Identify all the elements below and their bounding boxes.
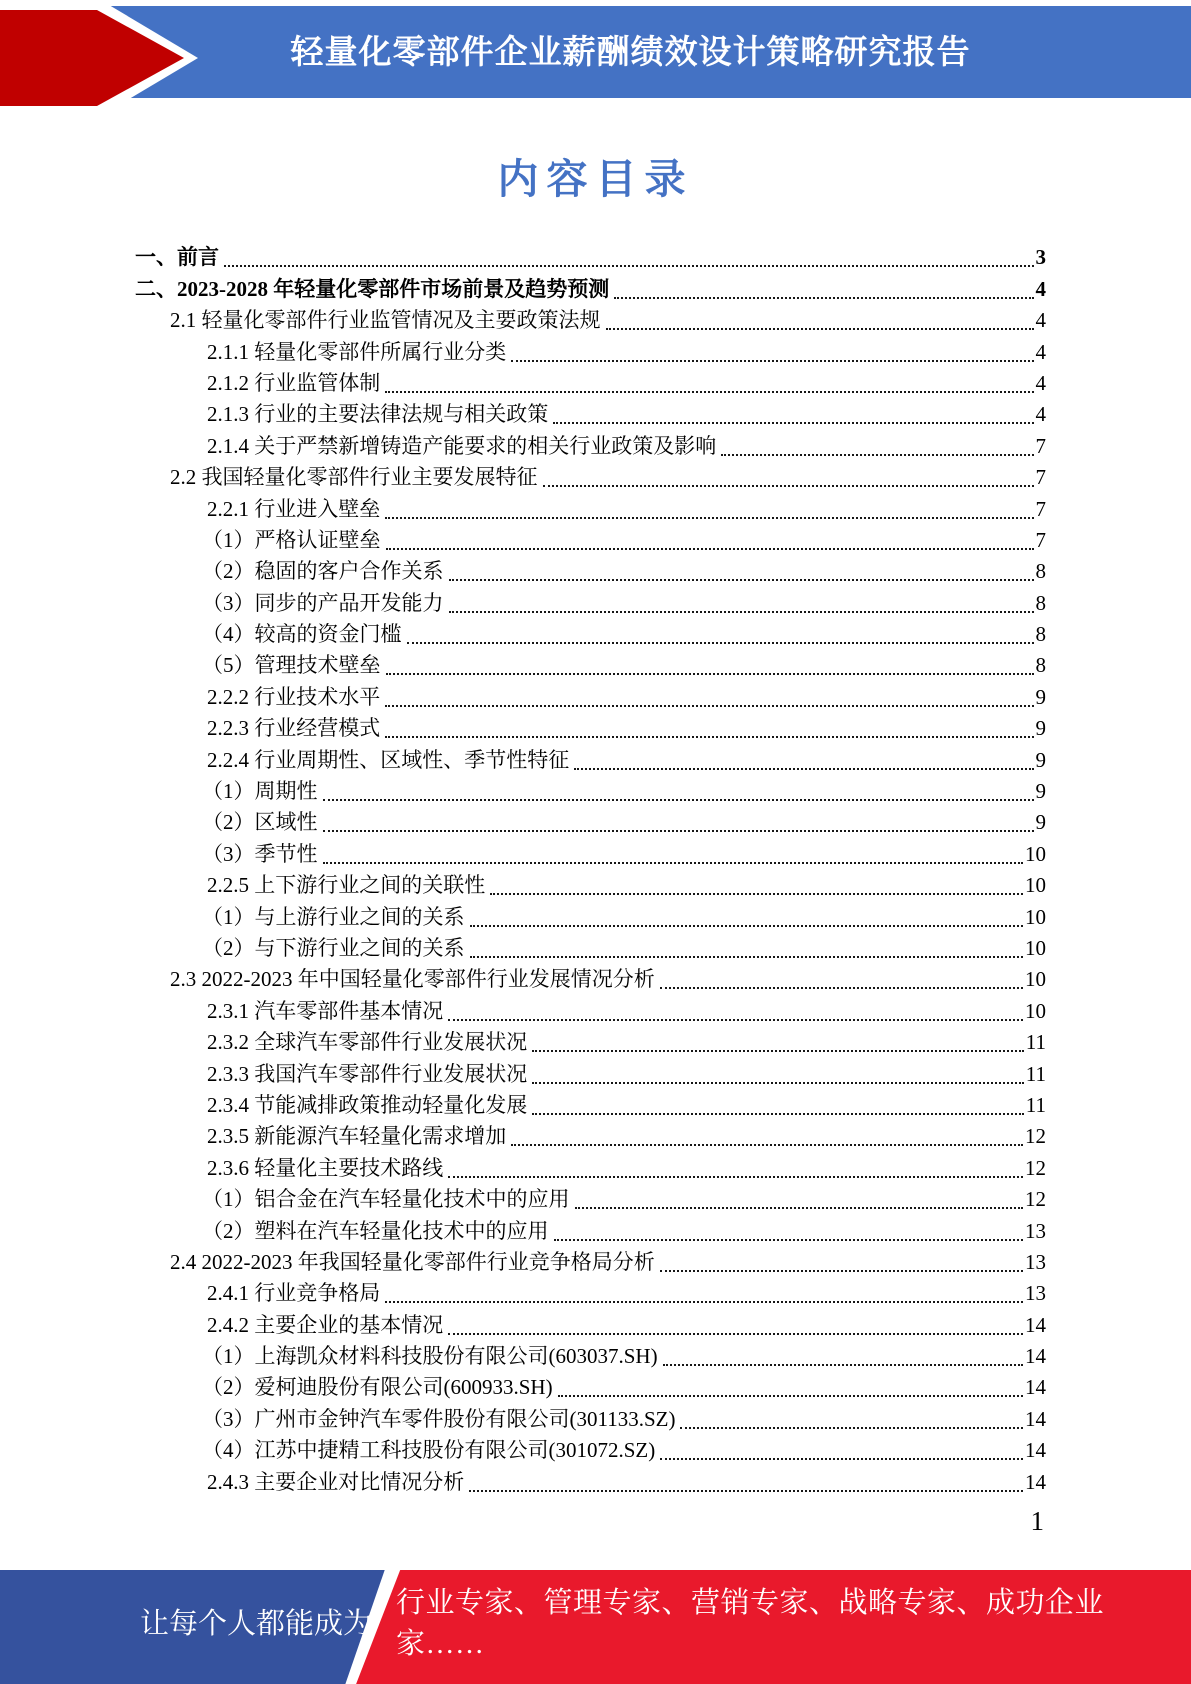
toc-entry-label: （3）季节性	[202, 841, 318, 866]
toc-entry-label: （1）周期性	[202, 779, 318, 804]
toc-leader-dots	[448, 1333, 1023, 1335]
toc-leader-dots	[448, 1019, 1023, 1021]
toc-leader-dots	[386, 548, 1034, 550]
toc-entry[interactable]	[135, 1276, 1046, 1307]
toc-entry[interactable]	[135, 648, 1046, 679]
toc-entry[interactable]	[135, 1088, 1046, 1119]
toc-leader-dots	[721, 454, 1033, 456]
toc-entry-page: 14	[1025, 1344, 1046, 1369]
toc-entry-page: 10	[1025, 998, 1046, 1023]
toc-entry-label: 2.4.1 行业竞争格局	[207, 1281, 381, 1306]
toc-entry[interactable]	[135, 1025, 1046, 1056]
toc-entry-page: 10	[1025, 841, 1046, 866]
toc-leader-dots	[660, 1270, 1023, 1272]
toc-entry[interactable]	[135, 742, 1046, 773]
toc-entry[interactable]	[135, 397, 1046, 428]
toc-entry-page: 4	[1035, 339, 1046, 364]
toc-entry[interactable]	[135, 1370, 1046, 1401]
toc-leader-dots	[660, 987, 1023, 989]
toc-entry-label: （1）上海凯众材料科技股份有限公司(603037.SH)	[202, 1344, 658, 1369]
toc-entry[interactable]	[135, 303, 1046, 334]
footer-slogan-left: 让每个人都能成为	[140, 1607, 373, 1640]
toc-entry-page: 8	[1035, 622, 1046, 647]
toc-entry-page: 13	[1025, 1249, 1046, 1274]
toc-entry-label: 2.2 我国轻量化零部件行业主要发展特征	[170, 465, 538, 490]
toc-entry-label: 二、2023-2028 年轻量化零部件市场前景及趋势预测	[135, 276, 610, 301]
toc-entry-page: 4	[1035, 402, 1046, 427]
toc-entry-page: 11	[1025, 1061, 1046, 1086]
toc-entry-label: 2.1.2 行业监管体制	[207, 370, 381, 395]
toc-entry[interactable]	[135, 868, 1046, 899]
toc-entry-page: 10	[1025, 935, 1046, 960]
footer	[0, 1570, 1191, 1684]
toc-leader-dots	[614, 297, 1033, 299]
toc-entry-label: 2.2.2 行业技术水平	[207, 684, 381, 709]
toc-leader-dots	[448, 1176, 1023, 1178]
toc-leader-dots	[532, 1082, 1024, 1084]
toc-entry-label: （2）爱柯迪股份有限公司(600933.SH)	[202, 1375, 553, 1400]
toc-heading: 内容目录	[497, 156, 694, 202]
toc-entry-label: 2.1.4 关于严禁新增铸造产能要求的相关行业政策及影响	[207, 433, 717, 458]
toc-entry[interactable]	[135, 460, 1046, 491]
toc-entry-label: （2）与下游行业之间的关系	[202, 935, 465, 960]
toc-leader-dots	[385, 705, 1033, 707]
toc-leader-dots	[470, 925, 1024, 927]
toc-entry-page: 12	[1025, 1124, 1046, 1149]
toc-entry[interactable]	[135, 993, 1046, 1024]
toc-entry-page: 3	[1035, 245, 1046, 270]
toc-entry-page: 7	[1035, 465, 1046, 490]
toc-leader-dots	[575, 1207, 1024, 1209]
toc-entry[interactable]	[135, 428, 1046, 459]
toc-entry-label: 2.3.1 汽车零部件基本情况	[207, 998, 444, 1023]
toc-entry-label: （3）同步的产品开发能力	[202, 590, 444, 615]
toc-leader-dots	[469, 1490, 1023, 1492]
toc-entry[interactable]	[135, 1245, 1046, 1276]
toc-entry[interactable]	[135, 1307, 1046, 1338]
toc-entry-label: 2.1.3 行业的主要法律法规与相关政策	[207, 402, 549, 427]
toc-leader-dots	[224, 265, 1034, 267]
toc-entry-page: 14	[1025, 1469, 1046, 1494]
toc-entry-label: （5）管理技术壁垒	[202, 653, 381, 678]
toc-entry-label: （1）严格认证壁垒	[202, 527, 381, 552]
toc-leader-dots	[511, 1144, 1023, 1146]
toc-leader-dots	[554, 1239, 1024, 1241]
toc-entry-page: 7	[1035, 527, 1046, 552]
toc-entry[interactable]	[135, 554, 1046, 585]
toc-entry[interactable]	[135, 240, 1046, 271]
toc-entry[interactable]	[135, 1119, 1046, 1150]
toc-entry-page: 14	[1025, 1438, 1046, 1463]
toc-leader-dots	[385, 1301, 1023, 1303]
toc-entry[interactable]	[135, 805, 1046, 836]
toc-leader-dots	[606, 328, 1034, 330]
toc-leader-dots	[323, 830, 1034, 832]
toc-leader-dots	[660, 1458, 1023, 1460]
toc-entry-label: 2.2.1 行业进入壁垒	[207, 496, 381, 521]
toc-entry-label: 2.4 2022-2023 年我国轻量化零部件行业竞争格局分析	[170, 1249, 655, 1274]
toc-entry[interactable]	[135, 899, 1046, 930]
toc-leader-dots	[470, 956, 1024, 958]
toc-entry-page: 7	[1035, 496, 1046, 521]
toc-entry-label: 一、前言	[135, 245, 219, 270]
toc-entry[interactable]	[135, 334, 1046, 365]
toc-leader-dots	[385, 517, 1033, 519]
toc-leader-dots	[511, 360, 1033, 362]
toc-entry-label: （2）区域性	[202, 810, 318, 835]
toc-entry[interactable]	[135, 366, 1046, 397]
toc-entry-label: （2）塑料在汽车轻量化技术中的应用	[202, 1218, 549, 1243]
toc-entry-page: 13	[1025, 1281, 1046, 1306]
toc-leader-dots	[385, 391, 1033, 393]
toc-leader-dots	[663, 1364, 1023, 1366]
toc-entry-label: 2.3.5 新能源汽车轻量化需求增加	[207, 1124, 507, 1149]
toc-entry-label: 2.3.4 节能减排政策推动轻量化发展	[207, 1092, 528, 1117]
toc-leader-dots	[323, 862, 1024, 864]
toc-entry-page: 8	[1035, 590, 1046, 615]
toc-leader-dots	[680, 1427, 1023, 1429]
toc-leader-dots	[386, 673, 1034, 675]
toc-entry[interactable]	[135, 271, 1046, 302]
toc-entry-page: 10	[1025, 904, 1046, 929]
toc-entry[interactable]	[135, 1182, 1046, 1213]
toc-entry[interactable]	[135, 1150, 1046, 1181]
toc-entry[interactable]	[135, 1213, 1046, 1244]
toc-entry-page: 11	[1025, 1092, 1046, 1117]
toc-entry-label: （1）铝合金在汽车轻量化技术中的应用	[202, 1187, 570, 1212]
toc-entry[interactable]	[135, 1464, 1046, 1495]
toc-entry[interactable]	[135, 1401, 1046, 1432]
toc-entry-page: 14	[1025, 1375, 1046, 1400]
toc-entry-page: 9	[1035, 684, 1046, 709]
toc-entry-page: 14	[1025, 1406, 1046, 1431]
toc-entry[interactable]	[135, 491, 1046, 522]
toc-leader-dots	[532, 1050, 1024, 1052]
toc-entry[interactable]	[135, 931, 1046, 962]
toc-entry-label: 2.2.4 行业周期性、区域性、季节性特征	[207, 747, 570, 772]
toc-entry-page: 9	[1035, 747, 1046, 772]
toc-entry[interactable]	[135, 836, 1046, 867]
toc-entry[interactable]	[135, 523, 1046, 554]
toc-entry[interactable]	[135, 1339, 1046, 1370]
toc-entry-label: 2.4.3 主要企业对比情况分析	[207, 1469, 465, 1494]
toc-leader-dots	[574, 768, 1033, 770]
footer-slogan-right: 行业专家、管理专家、营销专家、战略专家、成功企业家……	[396, 1587, 1105, 1660]
toc-leader-dots	[323, 799, 1034, 801]
toc-leader-dots	[385, 736, 1033, 738]
toc-entry-label: （4）较高的资金门槛	[202, 622, 402, 647]
toc-entry-label: （1）与上游行业之间的关系	[202, 904, 465, 929]
toc-entry-page: 4	[1035, 276, 1046, 301]
toc-entry-page: 9	[1035, 716, 1046, 741]
toc-entry-label: 2.2.5 上下游行业之间的关联性	[207, 873, 486, 898]
toc-entry-page: 10	[1025, 873, 1046, 898]
toc-entry-label: （2）稳固的客户合作关系	[202, 559, 444, 584]
toc-entry-page: 12	[1025, 1155, 1046, 1180]
toc-leader-dots	[553, 422, 1033, 424]
toc-entry-label: 2.4.2 主要企业的基本情况	[207, 1312, 444, 1337]
toc-entry-label: 2.1.1 轻量化零部件所属行业分类	[207, 339, 507, 364]
toc-entry-label: 2.3.2 全球汽车零部件行业发展状况	[207, 1030, 528, 1055]
toc-entry-page: 14	[1025, 1312, 1046, 1337]
toc-leader-dots	[449, 611, 1034, 613]
toc-leader-dots	[558, 1395, 1023, 1397]
toc-leader-dots	[532, 1113, 1024, 1115]
toc-entry[interactable]	[135, 617, 1046, 648]
toc-entry[interactable]	[135, 1433, 1046, 1464]
toc-entry[interactable]	[135, 962, 1046, 993]
toc-list	[135, 240, 1046, 1496]
toc-entry-page: 8	[1035, 559, 1046, 584]
toc-entry-page: 12	[1025, 1187, 1046, 1212]
toc-entry[interactable]	[135, 585, 1046, 616]
report-title: 轻量化零部件企业薪酬绩效设计策略研究报告	[290, 33, 971, 70]
toc-entry[interactable]	[135, 711, 1046, 742]
toc-leader-dots	[543, 485, 1034, 487]
toc-entry-page: 9	[1035, 810, 1046, 835]
toc-entry-label: 2.3 2022-2023 年中国轻量化零部件行业发展情况分析	[170, 967, 655, 992]
toc-entry-label: 2.1 轻量化零部件行业监管情况及主要政策法规	[170, 308, 601, 333]
toc-entry[interactable]	[135, 679, 1046, 710]
toc-entry-page: 8	[1035, 653, 1046, 678]
page-number: 1	[1030, 1506, 1044, 1536]
toc-entry-page: 9	[1035, 779, 1046, 804]
toc-entry-page: 11	[1025, 1030, 1046, 1055]
toc-entry-page: 4	[1035, 370, 1046, 395]
toc-entry-label: 2.2.3 行业经营模式	[207, 716, 381, 741]
toc-leader-dots	[490, 893, 1023, 895]
toc-entry-label: 2.3.6 轻量化主要技术路线	[207, 1155, 444, 1180]
toc-entry[interactable]	[135, 1056, 1046, 1087]
toc-entry-label: （3）广州市金钟汽车零件股份有限公司(301133.SZ)	[202, 1406, 676, 1431]
toc-leader-dots	[449, 579, 1034, 581]
toc-leader-dots	[407, 642, 1034, 644]
toc-entry-page: 7	[1035, 433, 1046, 458]
toc-entry-label: 2.3.3 我国汽车零部件行业发展状况	[207, 1061, 528, 1086]
toc-entry-label: （4）江苏中捷精工科技股份有限公司(301072.SZ)	[202, 1438, 656, 1463]
toc-entry-page: 10	[1025, 967, 1046, 992]
toc-entry-page: 4	[1035, 308, 1046, 333]
toc-entry[interactable]	[135, 774, 1046, 805]
toc-entry-page: 13	[1025, 1218, 1046, 1243]
